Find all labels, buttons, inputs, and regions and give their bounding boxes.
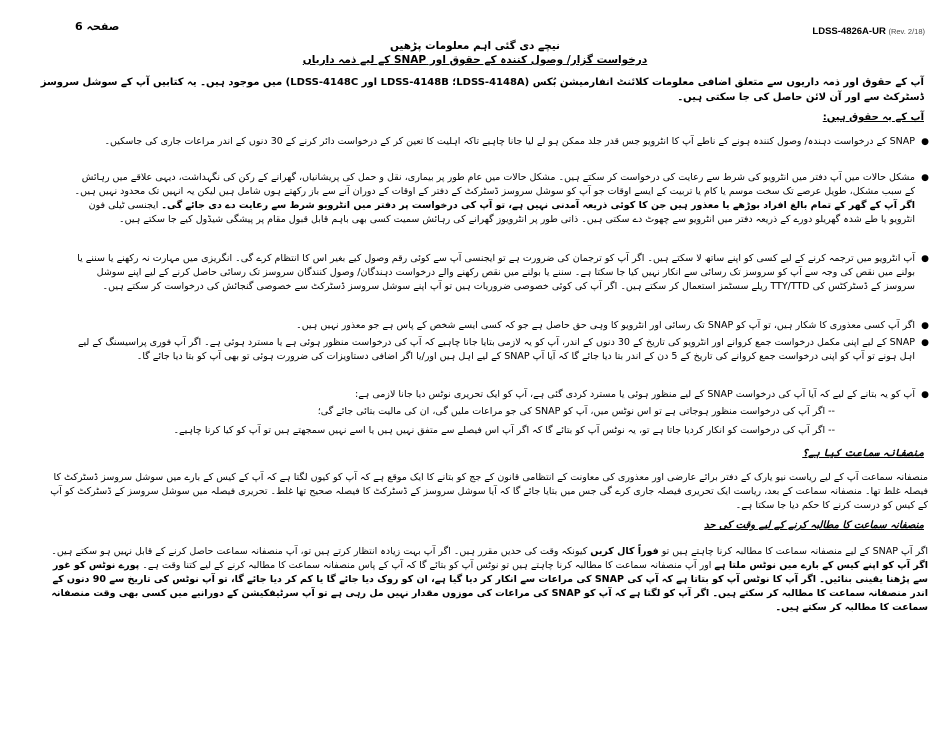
sub-item: -- اگر آپ کی درخواست منظور ہوجاتی ہے تو اس نوٹس میں، آپ کو SNAP کی جو مراعات ملیں گی، ان کی مالیت بتائی جائے گی؛ bbox=[317, 406, 835, 417]
form-revision: (Rev. 2/18) bbox=[888, 27, 925, 36]
time-limit-paragraph: اگر آپ SNAP کے لیے منصفانہ سماعت کا مطالبہ کرنا چاہتے ہیں تو فوراً کال کریں کیونکہ وقت کی حدیں مقرر ہیں۔ اگر آپ بہت زیادہ انتظار کرتے ہیں تو، آپ منصفانہ سماعت حاصل کرنے کے قابل نہیں ہو سکتے ہیں۔ اگر آپ کو اپنے کیس کے بارے میں نوٹس ملتا ہے اور آپ منصفانہ سماعت کا مطالبہ کرنا چاہتے ہیں تو نوٹس آپ کو بتائے گا کہ آپ کے پاس منصفانہ سماعت کا مطالبہ کرنے کے لیے کتنا وقت ہے۔ پورے نوٹس کو غور سے پڑھنا یقینی بنائیں۔ اگر آپ کا نوٹس آپ کو بتاتا ہے کہ آپ کی SNAP کی مراعات سے انکار کر دیا گیا ہے، ان کو روک دیا جائے گا یا کم کر دیا جائے گا، تو آپ نوٹس کی تاریخ سے 90 دنوں کے اندر منصفانہ سماعت کا مطالبہ کر سکتے ہیں۔ اگر آپ کو لگتا ہے کہ آپ کو SNAP کی مراعات کی موزوں مقدار نہیں مل رہی ہے تو آپ سرٹیفکیشن کے دورانیے میں کسی بھی وقت منصفانہ سماعت کا مطالبہ کر سکتے ہیں۔ bbox=[51, 546, 928, 613]
fair-hearing-heading: منصفانہ سماعت کیا ہے؟ bbox=[802, 448, 924, 459]
document-title: نیچے دی گئی اہم معلومات پڑھیں bbox=[389, 40, 561, 52]
bullet-item: ● SNAP کے لیے اپنی مکمل درخواست جمع کروانے اور انٹرویو کی تاریخ کے 30 دنوں کے اندر، آپ کو یہ لازمی بتایا جانا چاہیے کہ آپ کی درخواست منظور ہوئی ہے یا مسترد ہوئی ہے۔ اگر آپ فوری پراسیسنگ کے لیے اہل ہونے تو آپ کو اپنی درخواست جمع کروانے کی تاریخ کے 5 دن کے اندر بتا دیا جائے گا کہ آیا آپ SNAP کے لیے اہل ہیں اور/یا اگر اضافی دستاویزات کی ضرورت ہوئی تو بھی آپ کو بتا دیا جائے گا۔ bbox=[77, 337, 929, 362]
time-limit-heading: منصفانہ سماعت کا مطالبہ کرنے کے لیے وقت کی حد bbox=[704, 520, 924, 531]
bullet-item: ● SNAP کے درخواست دہندہ/ وصول کنندہ ہونے کے ناطے آپ کا انٹرویو جس قدر جلد ممکن ہو لے لیا جانا چاہیے تاکہ اہلیت کا تعین کر کے درخواست دائر کرنے کے 30 دنوں کے اندر مراعات جاری کی جاسکیں۔ bbox=[104, 136, 929, 147]
bullet-icon: ● bbox=[921, 173, 929, 183]
bullet-item: ● اگر آپ کسی معذوری کا شکار ہیں، تو آپ کو SNAP تک رسائی اور انٹرویو کا وہی حق حاصل ہے جو کہ کسی ایسے شخص کے پاس ہے جو معذور نہیں ہیں۔ bbox=[296, 320, 929, 331]
bullet-item: ● آپ کو یہ بتانے کے لیے کہ آیا آپ کی درخواست SNAP کے لیے منظور ہوئی یا مسترد کردی گئی ہے، آپ کو ایک تحریری نوٹس دیا جانا لازمی ہے: bbox=[355, 389, 929, 400]
sub-item: -- اگر آپ کی درخواست کو انکار کردیا جاتا ہے تو، یہ نوٹس آپ کو بتائے گا کہ اگر آپ اس فیصلے سے متفق نہیں ہیں یا اسے نہیں سمجھتے ہیں تو آپ کو کیا کرنا چاہیے۔ bbox=[173, 425, 835, 436]
bullet-item: ● مشکل حالات میں آپ دفتر میں انٹرویو کی شرط سے رعایت کی درخواست کر سکتے ہیں۔ مشکل حالات میں عام طور پر بیماری، نقل و حمل کی پریشانیاں، گھرانے کے رکن کی نگہداشت، دیہی علاقے میں رہائش کے سبب مشکل، طویل عرصے تک سخت موسم یا کام یا تربیت کے ایسے اوقات جو آپ کو سوشل سروسز ڈسٹرکٹ کے دفتر کے اوقات کے دوران آنے سے باز رکھتے ہوں شامل ہیں لیکن یہ انہیں تک محدود نہیں ہیں۔ اگر آپ کے گھر کے تمام بالغ افراد بوڑھے یا معذور ہیں جن کا کوئی ذریعہ آمدنی نہیں ہے، تو آپ کی درخواست پر دفتر میں انٹرویو شرط سے رعایت دے دی جائے گی۔ ایجنسی ٹیلی فون انٹرویو یا طے شدہ گھریلو دورے کے ذریعہ دفتر میں انٹرویو سے چھوٹ دے سکتی ہیں۔ ذاتی طور پر انٹرویوز گھرانے کی رہائش سمیت کسی بھی باہم قابل قبول مقام پر پیشگی شیڈول کیے جا سکتے ہیں۔ bbox=[74, 172, 929, 225]
rights-heading: آپ کے یہ حقوق ہیں: bbox=[822, 112, 924, 123]
form-code: LDSS-4826A-UR bbox=[812, 26, 886, 37]
bullet-icon: ● bbox=[921, 254, 929, 264]
intro-paragraph: آپ کے حقوق اور ذمہ داریوں سے متعلق اضافی معلومات کلائنٹ انفارمیشن بُکس (LDSS-4148A؛ LDSS-4148B اور LDSS-4148C) میں موجود ہیں۔ یہ کتابیں آپ کے سوشل سروسز ڈسٹرکٹ سے اور آن لائن حاصل کی جا سکتی ہیں۔ bbox=[40, 77, 924, 103]
form-id bbox=[812, 26, 925, 37]
bullet-icon: ● bbox=[921, 338, 929, 348]
bullet-item: ● آپ انٹرویو میں ترجمہ کرنے کے لیے کسی کو اپنے ساتھ لا سکتے ہیں۔ اگر آپ کو ترجمان کی ضرورت ہے تو ایجنسی آپ سے کوئی رقم وصول کیے بغیر اس کا انتظام کرے گی۔ انگریزی میں مہارت نہ رکھنے یا سننے یا بولنے میں نقص کی وجہ سے آپ کو سروسز تک رسائی سے انکار نہیں کیا جا سکتا ہے۔ سننے یا بولنے میں نقص رکھنے والے درخواست دہندگان/ وصول کنندگان سروسز تک رسائی حاصل کرنے کے لیے اپنے سوشل سروسز کے ڈسٹرکٹس کی TTY/TTD ریلے سسٹمز استعمال کر سکتے ہیں۔ اگر آپ کی کوئی خصوصی ضروریات ہیں تو آپ اپنے سوشل سروسز ڈسٹرکٹ سے خصوصی گنجائش کی درخواست کر سکتے ہیں۔ bbox=[77, 253, 929, 292]
document-subtitle: درخواست گزار/ وصول کنندہ کے حقوق اور SNAP کے لیے ذمہ داریاں bbox=[302, 54, 648, 66]
fair-hearing-paragraph: منصفانہ سماعت آپ کے لیے ریاست نیو یارک کے دفتر برائے عارضی اور معذوری کی معاونت کے انتظامی قانون کے جج کو بتانے کا ایک موقع ہے کہ آپ کو کیوں لگتا ہے کہ آپ کے کیس کے بارے میں سوشل سروسز ڈسٹرکٹ کا فیصلہ غلط تھا۔ منصفانہ سماعت کے بعد، ریاست ایک تحریری فیصلہ جاری کرے گی جس میں بتایا جائے گا کہ آیا سوشل سروسز کے ڈسٹرکٹ کا فیصلہ صحیح تھا غلط۔ تحریری فیصلہ میں سوشل سروسز کے ڈسٹرکٹ کو آپ کے کیس کو درست کرنے کا حکم دیا جا سکتا ہے۔ bbox=[50, 472, 928, 511]
bullet-icon: ● bbox=[921, 321, 929, 331]
bullet-icon: ● bbox=[921, 390, 929, 400]
page-number: صفحہ 6 bbox=[75, 20, 120, 33]
bullet-icon: ● bbox=[921, 137, 929, 147]
